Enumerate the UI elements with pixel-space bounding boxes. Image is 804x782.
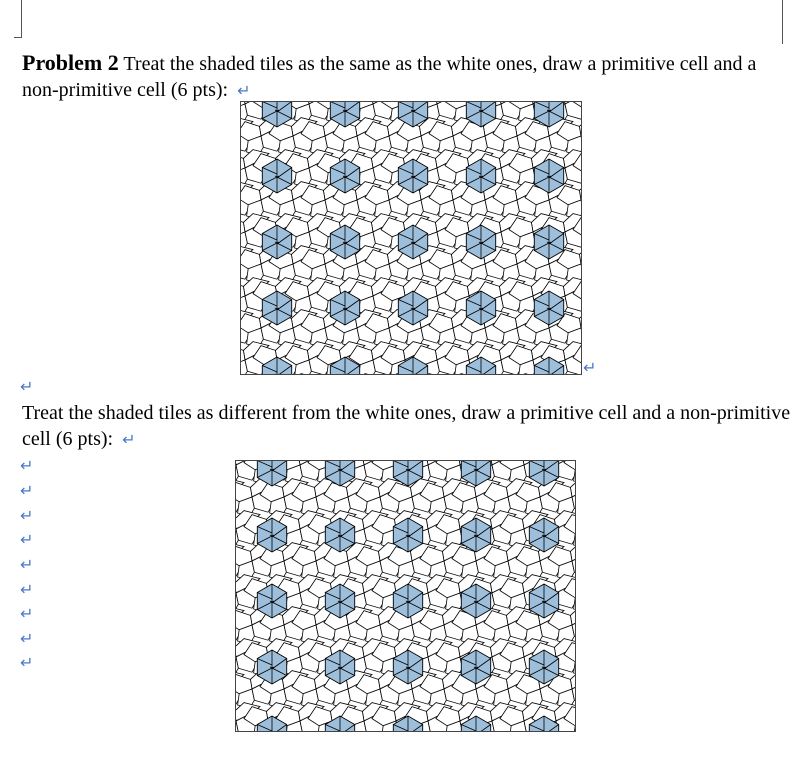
paragraph-mark-icon: ↵ <box>20 629 34 648</box>
paragraph-mark-icon: ↵ <box>20 506 34 525</box>
paragraph-mark-icon: ↵ <box>20 604 34 623</box>
tiling-svg-1 <box>241 102 581 374</box>
problem-statement-2 <box>22 400 792 453</box>
page-corner-mark-left <box>14 0 22 38</box>
tiling-svg-2 <box>236 461 575 731</box>
paragraph-mark-icon: ↵ <box>20 555 34 574</box>
pentagon-tiling-figure-2 <box>235 460 576 732</box>
paragraph-mark-icon: ↵ <box>237 81 251 100</box>
tiling-pattern <box>236 461 575 731</box>
paragraph-mark-icon: ↵ <box>20 377 34 396</box>
page-corner-mark-right <box>782 0 783 44</box>
problem-text-1: Treat the shaded tiles as the same as the white ones, draw a primitive cell and a non-primitive cell (6 pts): <box>22 53 757 101</box>
paragraph-mark-icon: ↵ <box>20 530 34 549</box>
paragraph-mark-icon: ↵ <box>20 580 34 599</box>
pentagon-tiling-figure-1 <box>240 101 582 375</box>
problem-statement-1 <box>22 50 792 104</box>
paragraph-mark-icon: ↵ <box>20 456 34 475</box>
paragraph-mark-icon: ↵ <box>20 481 34 500</box>
paragraph-mark-icon: ↵ <box>583 358 597 377</box>
problem-label: Problem 2 <box>22 50 119 75</box>
paragraph-mark-icon: ↵ <box>122 430 136 449</box>
problem-text-2: Treat the shaded tiles as different from the white ones, draw a primitive cell and a non-primitive cell (6 pts): <box>22 402 791 450</box>
paragraph-mark-icon: ↵ <box>20 653 34 672</box>
tiling-pattern <box>241 102 581 374</box>
